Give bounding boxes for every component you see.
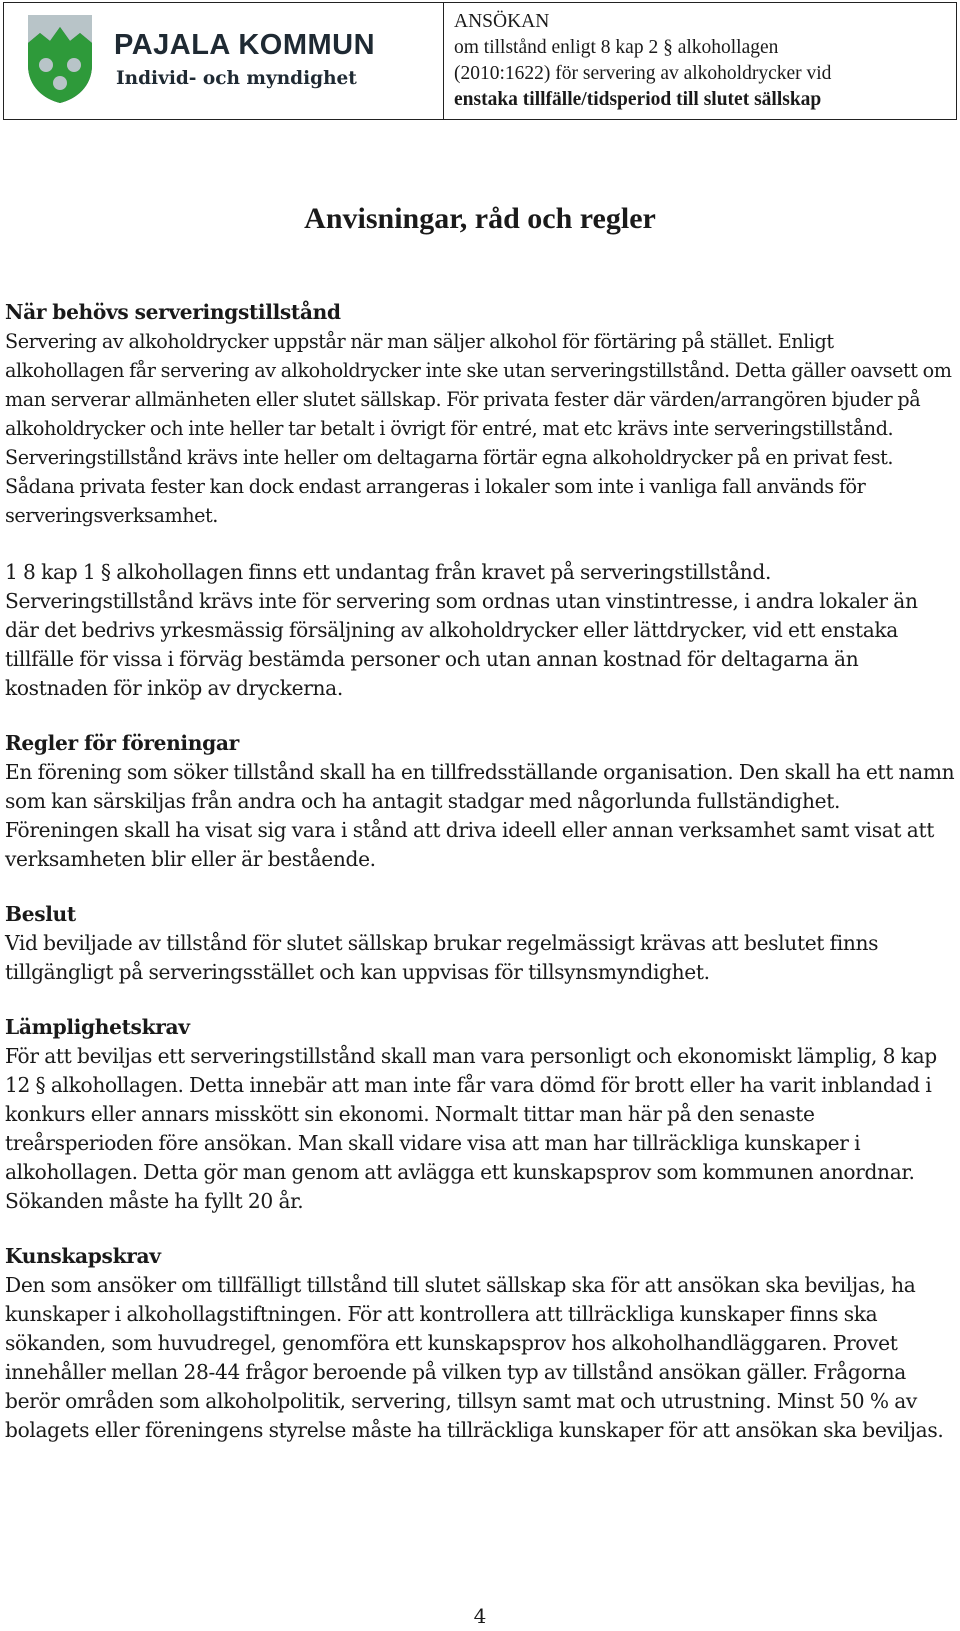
brand-name: PAJALA KOMMUN — [114, 29, 376, 61]
form-title-line: ANSÖKAN — [454, 11, 550, 32]
section-paragraph: En förening som söker tillstånd skall ha en tillfredsställande organisation. Den skall ha ett namn som kan särskiljas från andra och ha antagit stadgar med någorlunda fullständighet. Föreningen skall ha visat sig vara i stånd att driva ideell eller annan verksamhet samt visat att verksamheten blir eller är bestående. — [5, 760, 955, 871]
section-heading: Kunskapskrav — [5, 1244, 161, 1268]
section-decision — [5, 900, 955, 987]
section-heading: Lämplighetskrav — [5, 1015, 190, 1039]
section-paragraph: Vid beviljade av tillstånd för slutet sällskap brukar regelmässigt krävas att beslutet finns tillgängligt på serveringsstället och kan uppvisas för tillsynsmyndighet. — [5, 931, 879, 984]
section-heading: När behövs serveringstillstånd — [5, 300, 341, 324]
section-association-rules — [5, 729, 955, 874]
form-title-emphasis: enstaka tillfälle/tidsperiod till slutet sällskap — [454, 89, 822, 110]
document-header — [3, 2, 957, 120]
form-title-line: (2010:1622) för servering av alkoholdrycker vid — [454, 63, 832, 84]
section-paragraph: Servering av alkoholdrycker uppstår när man säljer alkohol för förtäring på stället. Enligt alkohollagen får servering av alkoholdrycker inte ske utan serveringstillstånd. Detta gäller oavsett om man serverar allmänheten eller slutet sällskap. För privata fester där värden/arrangören bjuder på alkoholdrycker och inte heller tar betalt i övrigt för entré, mat etc krävs inte serveringstillstånd. Serveringstillstånd krävs inte heller om deltagarna förtär egna alkoholdrycker på en privat fest. Sådana privata fester kan dock endast arrangeras i lokaler som inte i vanliga fall används för serveringsverksamhet. — [5, 330, 952, 527]
form-title-line: om tillstånd enligt 8 kap 2 § alkohollagen — [454, 37, 779, 58]
form-title — [444, 3, 956, 119]
document-body — [5, 298, 955, 1471]
section-knowledge — [5, 1242, 955, 1445]
section-suitability — [5, 1013, 955, 1216]
page-number: 4 — [473, 1604, 487, 1628]
page-title: Anvisningar, råd och regler — [304, 202, 656, 235]
logo-area — [4, 3, 444, 119]
section-paragraph: För att beviljas ett serveringstillstånd skall man vara personligt och ekonomiskt lämplig, 8 kap 12 § alkohollagen. Detta innebär att man inte får vara dömd för brott eller ha varit inblandad i konkurs eller annars misskött sin ekonomi. Normalt tittar man här på den senaste treårsperioden före ansökan. Man skall vidare visa att man har tillräckliga kunskaper i alkohollagen. Detta gör man genom att avlägga ett kunskapsprov som kommunen anordnar. Sökanden måste ha fyllt 20 år. — [5, 1044, 937, 1213]
section-serving-permit — [5, 298, 955, 703]
section-paragraph: Den som ansöker om tillfälligt tillstånd till slutet sällskap ska för att ansökan ska beviljas, ha kunskaper i alkohollagstiftningen. För att kontrollera att tillräckliga kunskaper finns ska sökanden, som huvudregel, genomföra ett kunskapsprov hos alkoholhandläggaren. Provet innehåller mellan 28-44 frågor beroende på vilken typ av tillstånd ansökan gäller. Frågorna berör områden som alkoholpolitik, servering, tillsyn samt mat och utrustning. Minst 50 % av bolagets eller föreningens styrelse måste ha tillräckliga kunskaper för att ansökan ska beviljas. — [5, 1273, 944, 1442]
section-paragraph: 1 8 kap 1 § alkohollagen finns ett undantag från kravet på serveringstillstånd. Serveringstillstånd krävs inte för servering som ordnas utan vinstintresse, i andra lokaler än där det bedrivs yrkesmässig försäljning av alkoholdrycker eller lättdrycker, vid ett enstaka tillfälle för vissa i förväg bestämda personer och utan annan kostnad för deltagarna än kostnaden för inköp av dryckerna. — [5, 560, 918, 700]
municipality-crest-icon — [24, 13, 96, 105]
brand-subtitle: Individ- och myndighet — [116, 68, 357, 89]
section-heading: Beslut — [5, 902, 76, 926]
section-heading: Regler för föreningar — [5, 731, 239, 755]
